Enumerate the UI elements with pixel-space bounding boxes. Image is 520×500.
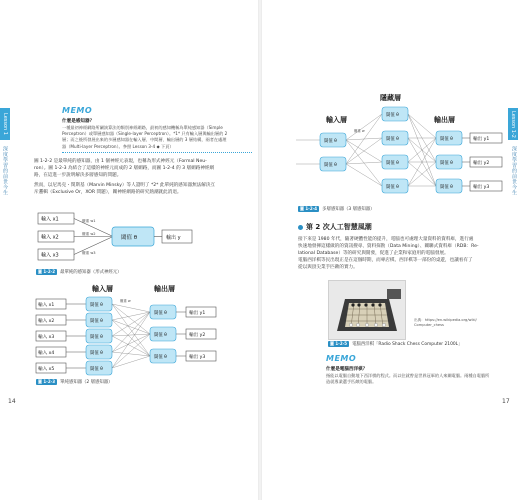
input-label: 輸入 x5 xyxy=(38,367,55,372)
right-page xyxy=(262,0,520,500)
neuron-label: 閾值 θ xyxy=(121,235,138,241)
input-row-5 xyxy=(36,361,112,375)
threshold-label: 閾值 θ xyxy=(440,137,453,142)
section-bullet-icon xyxy=(298,225,303,230)
input-row-3 xyxy=(36,329,112,343)
para-line: 電腦西洋棋等民出現正是在這個時期，而專店棋、西洋棋等一部份的桌遊，也讓看有了 xyxy=(298,258,473,263)
figure-caption-1 xyxy=(36,269,122,275)
figure-caption-2 xyxy=(36,379,113,385)
threshold-label: 閾值 θ xyxy=(90,303,103,308)
input-label: 輸入 x1 xyxy=(38,303,55,308)
figure-badge: 圖 1-2-3 xyxy=(38,379,56,384)
input-row-1 xyxy=(36,297,112,311)
body-paragraph-2 xyxy=(34,182,254,196)
memo-line: 造就專業選手匹敵的電腦。 xyxy=(326,379,377,385)
figure-badge: 圖 1-2-2 xyxy=(38,269,56,274)
figure-badge: 圖 1-2-5 xyxy=(330,341,348,346)
input-label-2: 輸入 x2 xyxy=(41,234,59,241)
lesson-tab-left: Lesson 1 xyxy=(0,108,10,140)
memo-line: 層；而之後所發展出來的多層感知器在輸入層、中間層、輸出層的 3 層結構，兩者在處理 xyxy=(62,137,227,143)
threshold-label: 閾值 θ xyxy=(386,137,399,142)
input-row-4 xyxy=(36,345,112,359)
weight-label: 權重 w xyxy=(354,129,365,133)
para-line: ron）。圖 1-2-3 為結合了這樣的神經元而成的 2 層網路，而圖 1-2-4 的 3 層網路神經網 xyxy=(34,166,215,171)
memo-text-left xyxy=(62,125,252,150)
figure-simple-perceptron xyxy=(36,210,196,268)
input-box-1 xyxy=(38,213,74,224)
input-row-2 xyxy=(36,313,112,327)
para-line: 從以與頂尖業手匹敵的實力。 xyxy=(298,265,358,270)
memo-title-right: MEMO xyxy=(326,354,357,363)
output-label: 輸出 y1 xyxy=(189,311,206,316)
output-node-3 xyxy=(150,349,216,363)
page-number-right: 17 xyxy=(502,398,510,405)
output-layer-label: 輸出層 xyxy=(154,285,175,293)
threshold-label: 閾值 θ xyxy=(90,335,103,340)
side-title-right: 深度學習的前世今生 xyxy=(511,146,517,196)
figure-two-layer-perceptron xyxy=(34,282,234,378)
threshold-label: 閾值 θ xyxy=(440,161,453,166)
left-page xyxy=(0,0,258,500)
para-line: 然而，以尼馬克・閔斯基（Marvin Minsky）等人證明了 *2* 此單純的感知器無法解決互 xyxy=(34,183,216,188)
figure-caption-text: 單純感知器（2 層感知器） xyxy=(60,380,113,385)
output-label: 輸出 y3 xyxy=(473,185,490,190)
para-line: 快速地發揮這樣做的的資訊搜尋、資料探勘（Data Mining）、關聯式資料庫（RDB：Re- xyxy=(298,244,479,249)
chess-board-image xyxy=(329,281,405,339)
threshold-label: 閾值 θ xyxy=(90,351,103,356)
para-line: 圖 1-2-2 是最單純的感知器，由 1 個神經元表現，也稱為形式神經元（Formal Neu- xyxy=(34,159,207,164)
chess-computer-photo xyxy=(328,280,406,340)
input-label: 輸入 x4 xyxy=(38,351,55,356)
threshold-label: 閾值 θ xyxy=(324,139,337,144)
lesson-tab-right: Lesson 1-2 xyxy=(508,108,518,140)
figure-caption-text: 多層感知器（3 層感知器） xyxy=(322,207,375,212)
input-label-1: 輸入 x1 xyxy=(41,216,59,223)
figure-caption-4 xyxy=(328,341,463,347)
figure-caption-3 xyxy=(298,206,375,212)
memo-line: Perceptron）或單層感知器（Single-layer Perceptron）。*1* 只有輸入層與輸出層的 2 xyxy=(62,131,228,137)
memo-text-right xyxy=(326,373,506,385)
input-layer-label: 輸入層 xyxy=(92,285,113,293)
input-label: 輸入 x2 xyxy=(38,319,55,324)
connection-lines xyxy=(112,304,150,368)
weight-label-3: 權重 w3 xyxy=(82,251,96,255)
output-threshold: 閾值 θ xyxy=(154,355,167,360)
memo-line: 一種最初神經網路所屬演算法的類別神經網路，最初的感知機稱為單純感知器（Simple xyxy=(62,125,223,130)
figure-caption-text: 最單純的感知器（形式神經元） xyxy=(60,270,122,275)
weight-label-1: 權重 w1 xyxy=(82,219,96,223)
section-heading xyxy=(298,222,372,232)
input-layer-label: 輸入層 xyxy=(326,116,347,124)
memo-title-left: MEMO xyxy=(62,106,93,115)
figure-multi-layer-perceptron xyxy=(296,92,506,204)
section-paragraph xyxy=(298,236,504,271)
output-node-1 xyxy=(150,305,216,319)
output-label: 輸出 y xyxy=(166,235,181,241)
threshold-label: 閾值 θ xyxy=(386,185,399,190)
memo-heading-right: 什麼是電腦西洋棋？ xyxy=(326,367,368,372)
para-line: 接下來是 1980 年代，隨著硬體性能的提升，電腦也可處理大量資料的資料庫，進行處 xyxy=(298,237,474,242)
connection-lines xyxy=(296,114,436,186)
hidden-layer-label: 隱藏層 xyxy=(380,94,401,102)
memo-line: 器（Multi-layer Perceptron）。參照 Lesson 3-4 ◆ 下頁） xyxy=(62,143,174,149)
figure-badge: 圖 1-2-4 xyxy=(300,206,318,211)
threshold-label: 閾值 θ xyxy=(386,161,399,166)
threshold-label: 閾值 θ xyxy=(386,113,399,118)
memo-line: 指能以電腦自動地下西洋棋的程式。而以往就曾是世界冠軍的人來關電腦。兩種自電腦所 xyxy=(326,373,490,378)
input-label-3: 輸入 x3 xyxy=(41,252,59,259)
section-title: 第 2 次人工智慧風潮 xyxy=(306,223,372,231)
output-node-2 xyxy=(150,327,216,341)
para-line: 斥邏輯（Exclusive Or，XOR 問題），關神經網路的研究熱潮就此消退。 xyxy=(34,190,182,195)
memo-heading-left: 什麼是感知器？ xyxy=(62,119,95,124)
output-label: 輸出 y2 xyxy=(189,333,206,338)
threshold-label: 閾值 θ xyxy=(90,319,103,324)
side-title-left: 深度學習的前世今生 xyxy=(2,146,8,196)
para-line: lational Database）等的研究與開發，促進了企業和家庭用的電腦發展。 xyxy=(298,251,449,256)
output-label: 輸出 y2 xyxy=(473,161,490,166)
threshold-label: 閾值 θ xyxy=(440,185,453,190)
output-layer-label: 輸出層 xyxy=(434,116,455,124)
weight-label: 權重 w xyxy=(120,299,131,303)
weight-label-2: 權重 w2 xyxy=(82,232,96,236)
figure-caption-text: 電腦西洋棋「Radio Shack Chess Computer 2100L」 xyxy=(352,342,463,347)
page-number-left: 14 xyxy=(8,398,16,405)
body-paragraph-1 xyxy=(34,158,254,179)
source-line: Computer_chess xyxy=(414,323,444,327)
input-box-2 xyxy=(38,231,74,242)
threshold-label: 閾值 θ xyxy=(90,367,103,372)
output-label: 輸出 y3 xyxy=(189,355,206,360)
memo-divider-left xyxy=(62,152,252,153)
threshold-label: 閾值 θ xyxy=(324,163,337,168)
input-label: 輸入 x3 xyxy=(38,335,55,340)
input-box-3 xyxy=(38,249,74,260)
para-line: 路，在這進一步說明解決多層感知的問題。 xyxy=(34,173,122,178)
output-threshold: 閾值 θ xyxy=(154,311,167,316)
output-threshold: 閾值 θ xyxy=(154,333,167,338)
output-label: 輸出 y1 xyxy=(473,137,490,142)
photo-source-note xyxy=(414,318,477,328)
chess-computer-display xyxy=(387,289,401,299)
source-line: 出典：https://en.wikipedia.org/wiki/ xyxy=(414,318,477,322)
